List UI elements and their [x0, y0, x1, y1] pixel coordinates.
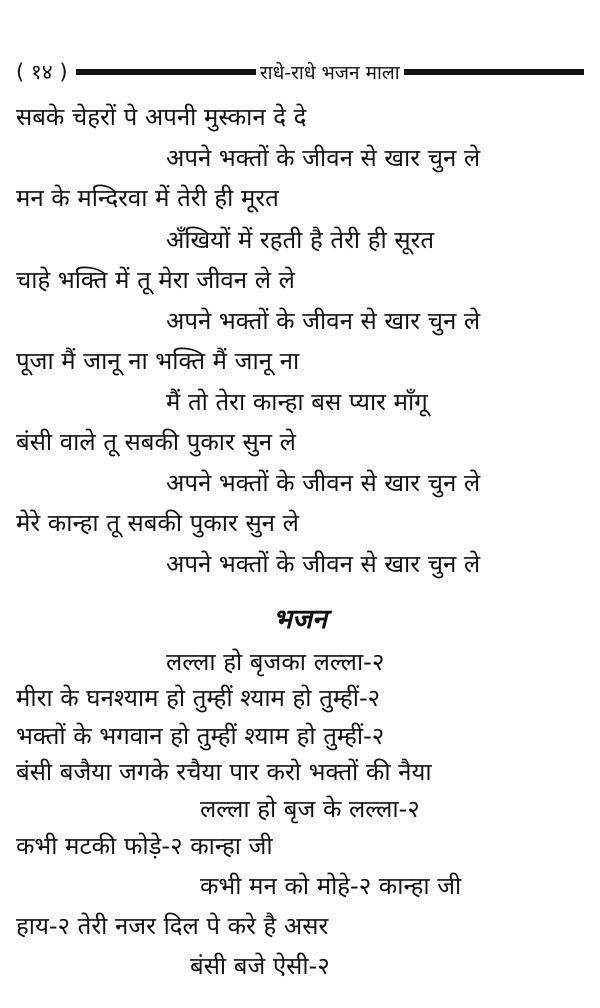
verse-line: चाहे भक्ति में तू मेरा जीवन ले ले	[16, 266, 295, 294]
verse-refrain-line: अपने भक्तों के जीवन से खार चुन ले	[166, 469, 481, 497]
header-rule-right	[404, 69, 584, 75]
book-title: राधे-राधे भजन माला	[259, 62, 400, 84]
verse-line: मन के मन्दिरवा में तेरी ही मूरत	[16, 184, 279, 212]
verse-refrain-line: अपने भक्तों के जीवन से खार चुन ले	[166, 144, 481, 172]
verse-line: मेरे कान्हा तू सबकी पुकार सुन ले	[16, 509, 299, 537]
bhajan-line: बंसी बजे ऐसी-२	[190, 952, 330, 980]
header-rule-left	[76, 69, 256, 75]
section-title: भजन	[273, 604, 327, 635]
bhajan-line: कभी मन को मोहे-२ कान्हा जी	[200, 872, 462, 900]
bhajan-line: मीरा के घनश्याम हो तुम्हीं श्याम हो तुम्हीं-२	[16, 684, 381, 712]
verse-line: सबके चेहरों पे अपनी मुस्कान दे दे	[16, 103, 307, 131]
verse-line: बंसी वाले तू सबकी पुकार सुन ले	[16, 428, 296, 456]
bhajan-line: लल्ला हो बृजका लल्ला-२	[166, 648, 385, 676]
page-number: ( १४ )	[16, 60, 68, 84]
bhajan-line: हाय-२ तेरी नजर दिल पे करे है असर	[16, 912, 329, 940]
verse-refrain-line: अपने भक्तों के जीवन से खार चुन ले	[166, 550, 481, 578]
verse-line: अँखियों में रहती है तेरी ही सूरत	[166, 226, 435, 254]
running-header	[16, 56, 588, 88]
verse-refrain-line: अपने भक्तों के जीवन से खार चुन ले	[166, 307, 481, 335]
bhajan-line: कभी मटकी फोड़े-२ कान्हा जी	[16, 832, 273, 860]
bhajan-line: लल्ला हो बृज के लल्ला-२	[200, 795, 420, 823]
bhajan-line: बंसी बजैया जगके रचैया पार करो भक्तों की नैया	[16, 758, 432, 786]
bhajan-line: भक्तों के भगवान हो तुम्हीं श्याम हो तुम्हीं-२	[16, 722, 385, 750]
verse-line: मैं तो तेरा कान्हा बस प्यार माँगू	[166, 388, 428, 416]
verse-line: पूजा मैं जानू ना भक्ति मैं जानू ना	[16, 347, 300, 375]
